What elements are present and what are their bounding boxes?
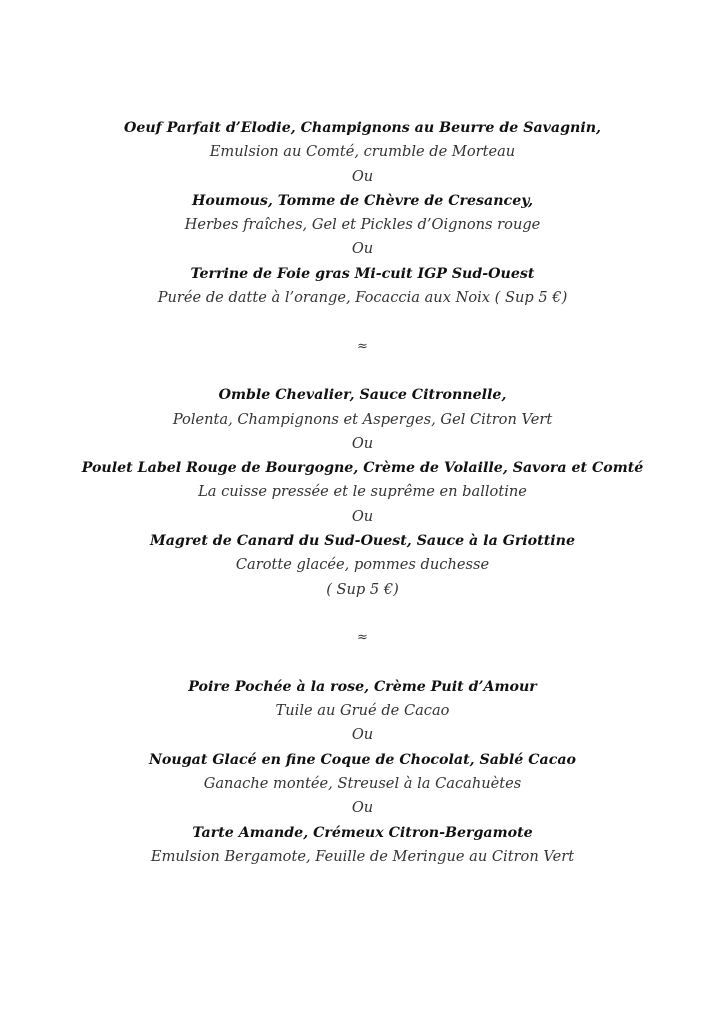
plats-section — [0, 383, 725, 602]
course-separator: ≈ — [357, 338, 368, 354]
or-label: Ou — [351, 434, 374, 452]
dish-title: Houmous, Tomme de Chèvre de Cresancey, — [191, 192, 534, 209]
dish-description: Emulsion Bergamote, Feuille de Meringue au Citron Vert — [150, 847, 575, 865]
dish-title: Nougat Glacé en fine Coque de Chocolat, Sablé Cacao — [148, 751, 577, 768]
or-label: Ou — [351, 726, 374, 744]
course-separator: ≈ — [357, 630, 368, 646]
dish-description: Purée de datte à l’orange, Focaccia aux Noix ( Sup 5 €) — [157, 289, 568, 307]
dish-description: Tuile au Grué de Cacao — [275, 702, 450, 720]
dish-description: La cuisse pressée et le suprême en ballotine — [198, 483, 527, 501]
dish-title: Poire Pochée à la rose, Crème Puit d’Amour — [188, 678, 537, 695]
dish-supplement: ( Sup 5 €) — [326, 580, 399, 598]
dish-title: Oeuf Parfait d’Elodie, Champignons au Beurre de Savagnin, — [123, 120, 601, 136]
menu — [0, 116, 725, 869]
dish-title: Poulet Label Rouge de Bourgogne, Crème de Volaille, Savora et Comté — [81, 460, 644, 477]
dish-description: Polenta, Champignons et Asperges, Gel Citron Vert — [172, 410, 553, 428]
or-label: Ou — [351, 799, 374, 817]
dish-title: Tarte Amande, Crémeux Citron-Bergamote — [192, 824, 533, 841]
or-label: Ou — [351, 507, 374, 525]
dish-description: Emulsion au Comté, crumble de Morteau — [209, 143, 516, 161]
dish-title: Magret de Canard du Sud-Ouest, Sauce à la Griottine — [150, 533, 575, 550]
or-label: Ou — [351, 167, 374, 185]
dish-description: Herbes fraîches, Gel et Pickles d’Oignons rouge — [184, 216, 541, 234]
desserts-section — [0, 675, 725, 869]
dish-title: Terrine de Foie gras Mi-cuit IGP Sud-Ouest — [190, 265, 535, 282]
dish-description: Carotte glacée, pommes duchesse — [235, 556, 490, 574]
or-label: Ou — [351, 240, 374, 258]
entrees-section — [0, 116, 725, 310]
dish-title: Omble Chevalier, Sauce Citronnelle, — [218, 387, 507, 404]
dish-description: Ganache montée, Streusel à la Cacahuètes — [203, 775, 522, 793]
